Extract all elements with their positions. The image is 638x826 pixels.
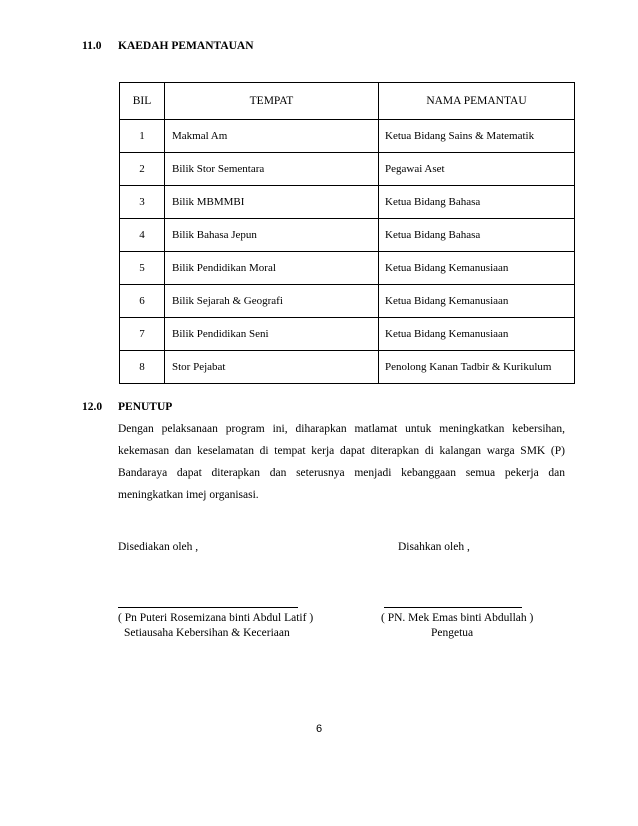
section-12-title: PENUTUP [118, 401, 173, 413]
cell-bil: 3 [120, 186, 165, 219]
cell-pemantau: Ketua Bidang Kemanusiaan [379, 318, 575, 351]
header-bil: BIL [120, 83, 165, 120]
table-row [120, 318, 575, 351]
approved-by-role: Pengetua [431, 627, 474, 639]
approved-by-name: ( PN. Mek Emas binti Abdullah ) [381, 612, 534, 624]
cell-pemantau: Ketua Bidang Kemanusiaan [379, 252, 575, 285]
page-number: 6 [316, 723, 323, 735]
cell-pemantau: Pegawai Aset [379, 153, 575, 186]
header-nama-pemantau: NAMA PEMANTAU [379, 83, 575, 120]
monitoring-table [119, 82, 575, 384]
cell-pemantau: Penolong Kanan Tadbir & Kurikulum [379, 351, 575, 384]
cell-bil: 7 [120, 318, 165, 351]
table-header-row [120, 83, 575, 120]
cell-tempat: Bilik Bahasa Jepun [165, 219, 379, 252]
cell-tempat: Bilik Stor Sementara [165, 153, 379, 186]
cell-bil: 8 [120, 351, 165, 384]
cell-tempat: Bilik Pendidikan Seni [165, 318, 379, 351]
cell-bil: 6 [120, 285, 165, 318]
table-row [120, 351, 575, 384]
section-11-title: KAEDAH PEMANTAUAN [118, 40, 254, 52]
table-row [120, 120, 575, 153]
cell-pemantau: Ketua Bidang Bahasa [379, 219, 575, 252]
closing-paragraph-text: Dengan pelaksanaan program ini, diharapkan matlamat untuk meningkatkan kebersihan, kekemasan dan keselamatan di tempat kerja dapat diterapkan di kalangan warga SMK (P) Bandaraya dapat diterapkan dan seterusnya menjadi kebanggaan semua pekerja dan meningkatkan imej organisasi. [118, 423, 565, 501]
prepared-by-role: Setiausaha Kebersihan & Keceriaan [124, 627, 290, 639]
table-row [120, 285, 575, 318]
cell-tempat: Stor Pejabat [165, 351, 379, 384]
cell-tempat: Makmal Am [165, 120, 379, 153]
table-row [120, 153, 575, 186]
closing-paragraph [118, 418, 565, 506]
prepared-by-label: Disediakan oleh , [118, 541, 199, 553]
cell-tempat: Bilik Pendidikan Moral [165, 252, 379, 285]
cell-bil: 1 [120, 120, 165, 153]
table-row [120, 252, 575, 285]
cell-pemantau: Ketua Bidang Kemanusiaan [379, 285, 575, 318]
cell-tempat: Bilik Sejarah & Geografi [165, 285, 379, 318]
cell-bil: 5 [120, 252, 165, 285]
cell-bil: 2 [120, 153, 165, 186]
approved-by-label: Disahkan oleh , [398, 541, 470, 553]
section-12-number: 12.0 [82, 401, 103, 413]
cell-tempat: Bilik MBMMBI [165, 186, 379, 219]
signature-line-left [118, 607, 298, 608]
signature-line-right [384, 607, 522, 608]
table-row [120, 219, 575, 252]
prepared-by-name: ( Pn Puteri Rosemizana binti Abdul Latif ) [118, 612, 314, 624]
section-11-number: 11.0 [82, 40, 102, 52]
cell-bil: 4 [120, 219, 165, 252]
header-tempat: TEMPAT [165, 83, 379, 120]
table-row [120, 186, 575, 219]
cell-pemantau: Ketua Bidang Sains & Matematik [379, 120, 575, 153]
cell-pemantau: Ketua Bidang Bahasa [379, 186, 575, 219]
